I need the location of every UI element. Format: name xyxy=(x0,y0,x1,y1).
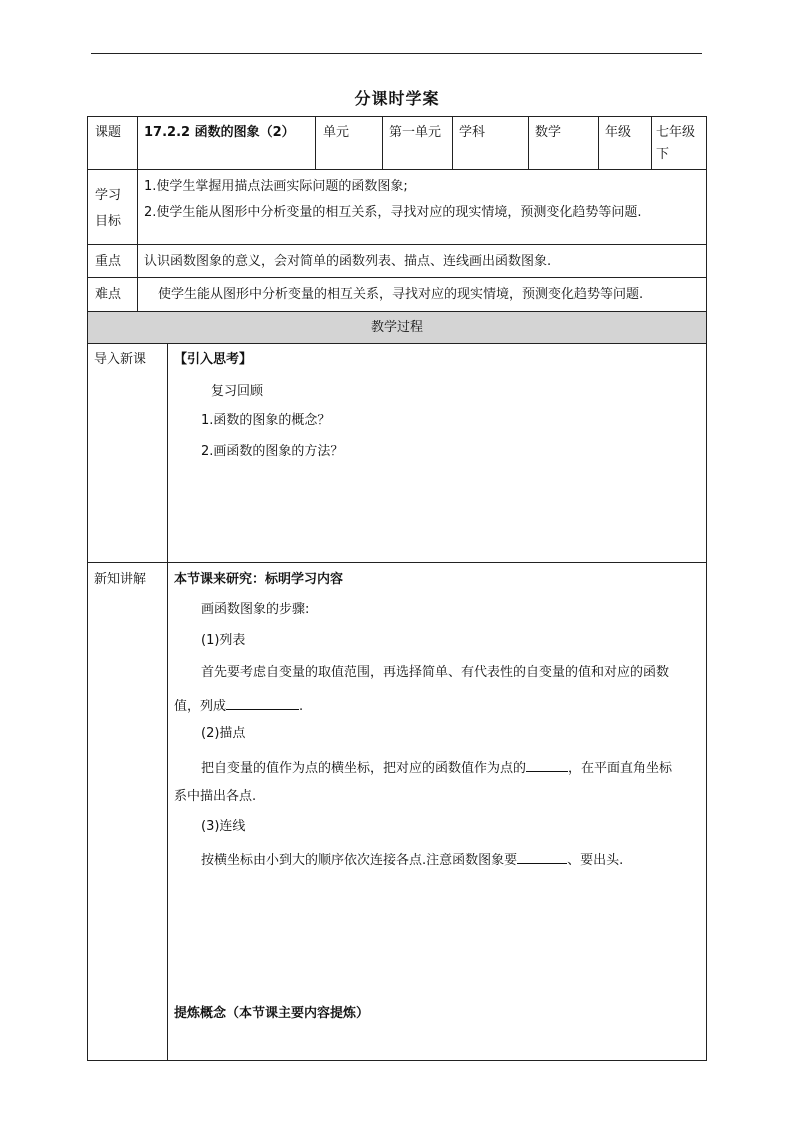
row-divider xyxy=(87,343,707,344)
step-text-part: 把自变量的值作为点的横坐标，把对应的函数值作为点的 xyxy=(201,761,527,776)
review-question: 2.画函数的图象的方法？ xyxy=(201,444,344,459)
objective-item: 2.使学生能从图形中分析变量的相互关系，寻找对应的现实情境，预测变化趋势等问题. xyxy=(144,205,642,220)
step-title: (2)描点 xyxy=(201,726,246,741)
summary-heading: 提炼概念（本节课主要内容提炼） xyxy=(174,1006,370,1021)
review-question: 1.函数的图象的概念？ xyxy=(201,413,331,428)
fill-blank[interactable] xyxy=(226,695,299,710)
step-title: (3)连线 xyxy=(201,819,246,834)
unit-value: 第一单元 xyxy=(389,125,442,140)
new-knowledge-heading: 本节课来研究：标明学习内容 xyxy=(174,572,344,587)
page-title: 分课时学案 xyxy=(354,89,440,108)
step-text-part: 、要出头. xyxy=(567,853,624,868)
col-divider xyxy=(382,116,383,169)
col-divider xyxy=(528,116,529,169)
step-text-part: ，在平面直角坐标 xyxy=(568,761,673,776)
row-divider xyxy=(87,277,707,278)
row-divider xyxy=(87,562,707,563)
key-point-text: 认识函数图象的意义，会对简单的函数列表、描点、连线画出函数图象. xyxy=(144,254,552,269)
intro-label: 导入新课 xyxy=(94,352,147,367)
step-text-part: 值，列成 xyxy=(174,699,227,714)
step-text: 首先要考虑自变量的取值范围，再选择简单、有代表性的自变量的值和对应的函数 xyxy=(201,665,670,680)
step-text xyxy=(174,695,303,716)
objectives-label: 学习 xyxy=(95,188,122,203)
review-text: 复习回顾 xyxy=(211,384,264,399)
difficulty-text: 使学生能从图形中分析变量的相互关系，寻找对应的现实情境，预测变化趋势等问题. xyxy=(158,287,644,302)
col-divider xyxy=(651,116,652,169)
row-divider xyxy=(87,311,707,312)
process-heading: 教学过程 xyxy=(370,320,423,335)
col-divider xyxy=(137,116,138,311)
topic-label: 课题 xyxy=(95,125,122,140)
fill-blank[interactable] xyxy=(517,849,567,864)
col-divider xyxy=(167,343,168,1061)
intro-heading: 【引入思考】 xyxy=(174,352,253,367)
objectives-label-cont: 目标 xyxy=(95,214,122,229)
grade-label: 年级 xyxy=(605,125,632,140)
step-text xyxy=(201,849,623,870)
grade-value: 七年级 xyxy=(656,125,696,140)
key-point-label: 重点 xyxy=(95,254,122,269)
unit-label: 单元 xyxy=(323,125,350,140)
col-divider xyxy=(315,116,316,169)
col-divider xyxy=(452,116,453,169)
subject-value: 数学 xyxy=(535,125,562,140)
fill-blank[interactable] xyxy=(526,757,568,772)
row-divider xyxy=(87,169,707,170)
col-divider xyxy=(598,116,599,169)
step-text: 系中描出各点. xyxy=(174,789,257,804)
step-text xyxy=(201,757,672,778)
row-divider xyxy=(87,244,707,245)
topic-value: 17.2.2 函数的图象（2） xyxy=(144,125,295,140)
steps-intro: 画函数图象的步骤: xyxy=(201,602,310,617)
subject-label: 学科 xyxy=(459,125,486,140)
step-title: (1)列表 xyxy=(201,633,246,648)
difficulty-label: 难点 xyxy=(95,287,122,302)
step-text-part: . xyxy=(299,699,304,714)
header-rule xyxy=(91,53,702,54)
step-text-part: 按横坐标由小到大的顺序依次连接各点.注意函数图象要 xyxy=(201,853,518,868)
objective-item: 1.使学生掌握用描点法画实际问题的函数图象; xyxy=(144,179,408,194)
new-knowledge-label: 新知讲解 xyxy=(94,572,147,587)
grade-value-cont: 下 xyxy=(656,147,670,162)
